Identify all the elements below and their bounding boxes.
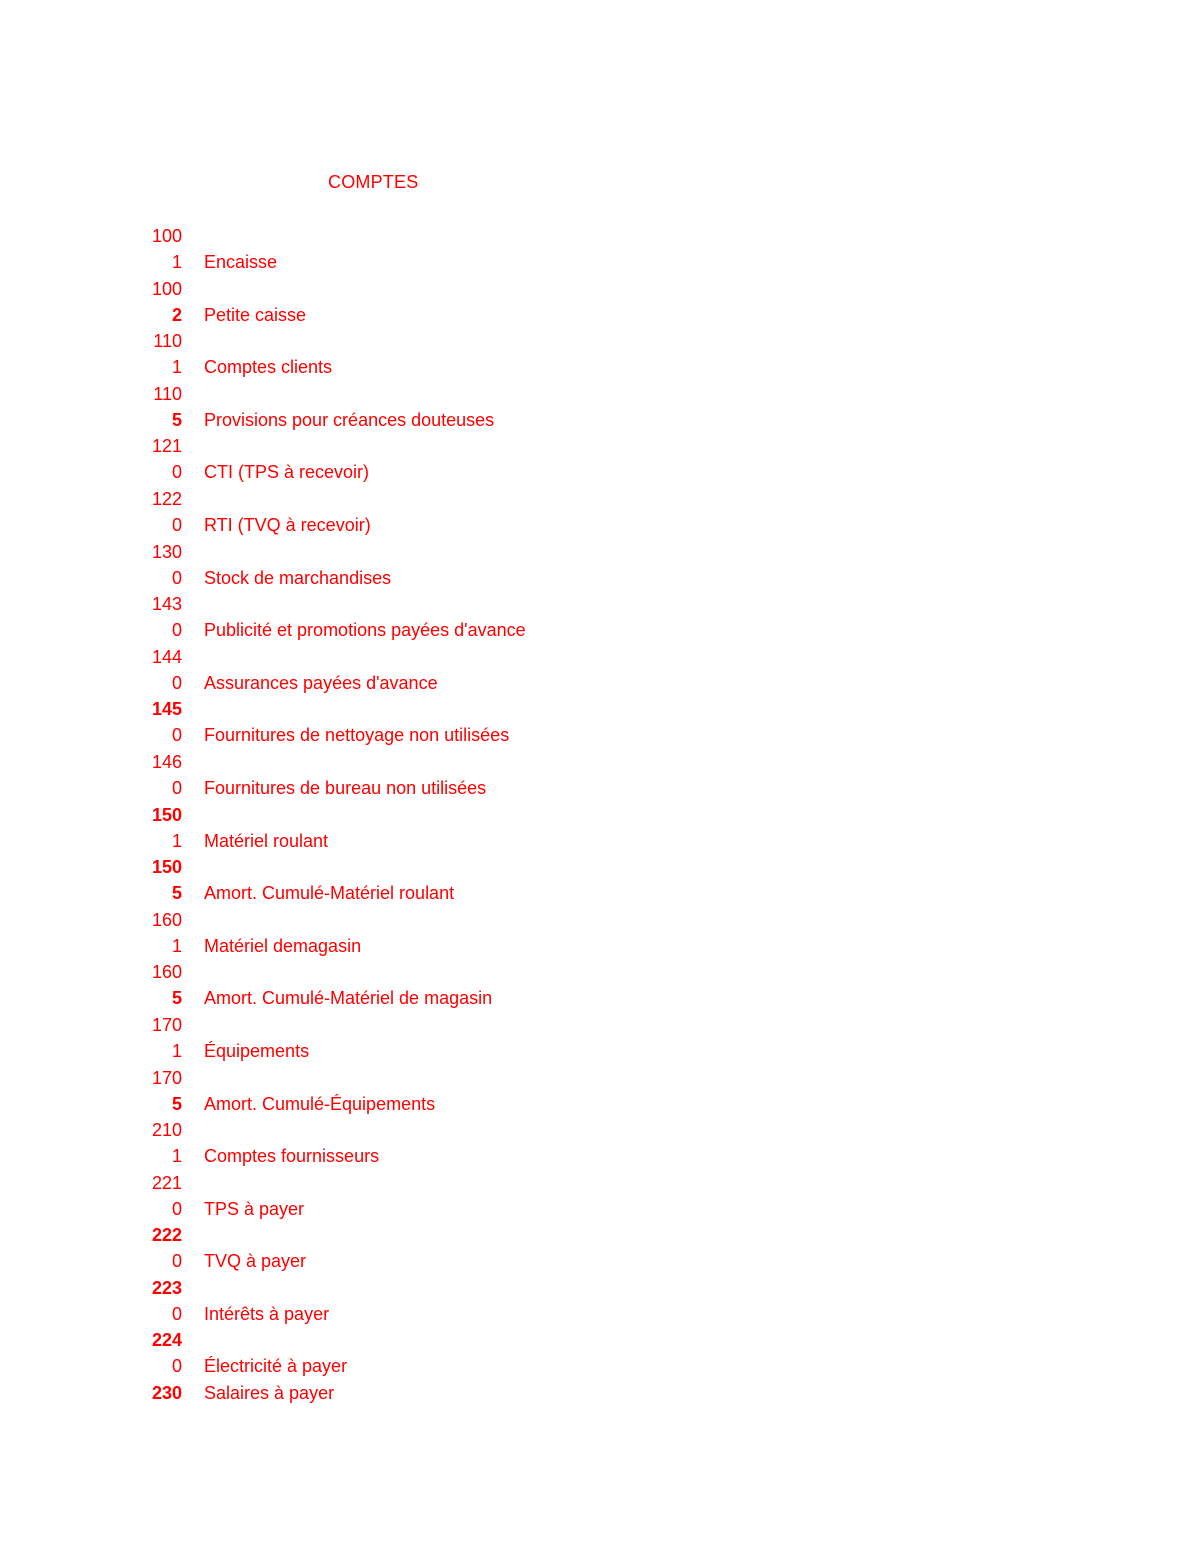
account-name: Amort. Cumulé-Équipements (204, 1093, 436, 1114)
account-code-bottom: 0 (171, 777, 182, 798)
account-name: Petite caisse (204, 304, 307, 325)
account-name: Comptes clients (204, 357, 333, 378)
account-code-bottom: 0 (171, 1356, 182, 1377)
account-code-bottom: 0 (171, 1303, 182, 1324)
account-code-top: 121 (151, 436, 182, 457)
account-name: Amort. Cumulé-Matériel roulant (204, 883, 455, 904)
account-code-top: 145 (151, 699, 182, 720)
account-code-bottom: 0 (171, 514, 182, 535)
account-code-top: 221 (151, 1172, 182, 1193)
list-item (0, 433, 1200, 486)
list-item (0, 907, 1200, 960)
account-code-bottom: 5 (171, 883, 182, 904)
account-code-top: 143 (151, 594, 182, 615)
account-code-top: 160 (151, 909, 182, 930)
account-code-top: 110 (153, 383, 182, 404)
account-code-top: 170 (151, 1014, 182, 1035)
account-name: Encaisse (204, 252, 278, 272)
account-name: TPS à payer (204, 1198, 305, 1219)
list-item (0, 644, 1200, 697)
list-item (0, 959, 1200, 1012)
account-name: Fournitures de nettoyage non utilisées (204, 725, 510, 746)
account-name: Amort. Cumulé-Matériel de magasin (204, 988, 493, 1009)
account-name: Matériel demagasin (204, 935, 362, 956)
list-item (0, 223, 1200, 276)
list-item (0, 328, 1200, 381)
account-code-bottom: 0 (171, 567, 182, 588)
account-name: Matériel roulant (204, 830, 329, 851)
list-item (0, 276, 1200, 329)
list-item (0, 486, 1200, 539)
list-item (0, 1170, 1200, 1223)
account-name: TVQ à payer (204, 1251, 307, 1272)
page-title: COMPTES (328, 172, 419, 192)
account-name: Intérêts à payer (204, 1303, 330, 1324)
account-code-bottom: 0 (171, 725, 182, 746)
account-name: Provisions pour créances douteuses (204, 409, 495, 430)
account-code-bottom: 1 (171, 1146, 182, 1167)
account-code-top: 150 (151, 857, 182, 878)
account-code-top: 210 (151, 1120, 182, 1141)
account-name: Électricité à payer (204, 1356, 348, 1377)
account-code: 230 (151, 1383, 182, 1404)
account-code-bottom: 5 (171, 409, 182, 430)
list-item (0, 802, 1200, 855)
list-item (0, 591, 1200, 644)
account-code-top: 130 (151, 541, 182, 562)
list-item (0, 1275, 1200, 1328)
list-item (0, 1065, 1200, 1118)
list-item (0, 381, 1200, 434)
account-code-top: 150 (151, 804, 182, 825)
list-item (0, 1012, 1200, 1065)
account-code-top: 146 (151, 751, 182, 772)
account-name: Équipements (204, 1040, 310, 1061)
list-item (0, 749, 1200, 802)
list-item (0, 539, 1200, 592)
account-code-bottom: 5 (171, 1093, 182, 1114)
account-code-bottom: 1 (171, 357, 182, 378)
account-code-bottom: 0 (171, 462, 182, 483)
list-item (0, 1380, 1200, 1410)
account-code-top: 110 (153, 331, 182, 352)
account-name: Comptes fournisseurs (204, 1146, 380, 1167)
list-item (0, 854, 1200, 907)
account-name: Fournitures de bureau non utilisées (204, 777, 487, 798)
account-code-bottom: 1 (171, 1040, 182, 1061)
account-name: Salaires à payer (204, 1383, 335, 1404)
account-code-top: 170 (151, 1067, 182, 1088)
account-code-top: 100 (151, 226, 182, 246)
accounts-list (0, 223, 1200, 1410)
account-code-bottom: 1 (171, 252, 182, 272)
account-code-top: 223 (151, 1277, 182, 1298)
account-name: Stock de marchandises (204, 567, 392, 588)
account-code-top: 122 (151, 488, 182, 509)
account-code-bottom: 1 (171, 935, 182, 956)
account-code-bottom: 0 (171, 1198, 182, 1219)
account-code-bottom: 0 (171, 620, 182, 641)
account-code-top: 100 (151, 278, 182, 299)
account-code-top: 222 (151, 1225, 182, 1246)
account-code-top: 224 (151, 1330, 182, 1351)
account-name: RTI (TVQ à recevoir) (204, 514, 371, 535)
account-code-bottom: 5 (171, 988, 182, 1009)
account-code-top: 144 (151, 646, 182, 667)
list-item (0, 696, 1200, 749)
account-code-top: 160 (151, 962, 182, 983)
account-name: Publicité et promotions payées d'avance (204, 620, 526, 641)
list-item (0, 1117, 1200, 1170)
account-name: Assurances payées d'avance (204, 672, 438, 693)
account-code-bottom: 1 (171, 830, 182, 851)
list-item (0, 1327, 1200, 1380)
list-item (0, 1222, 1200, 1275)
account-name: CTI (TPS à recevoir) (204, 462, 370, 483)
account-code-bottom: 0 (171, 672, 182, 693)
account-code-bottom: 0 (171, 1251, 182, 1272)
account-code-bottom: 2 (171, 304, 182, 325)
